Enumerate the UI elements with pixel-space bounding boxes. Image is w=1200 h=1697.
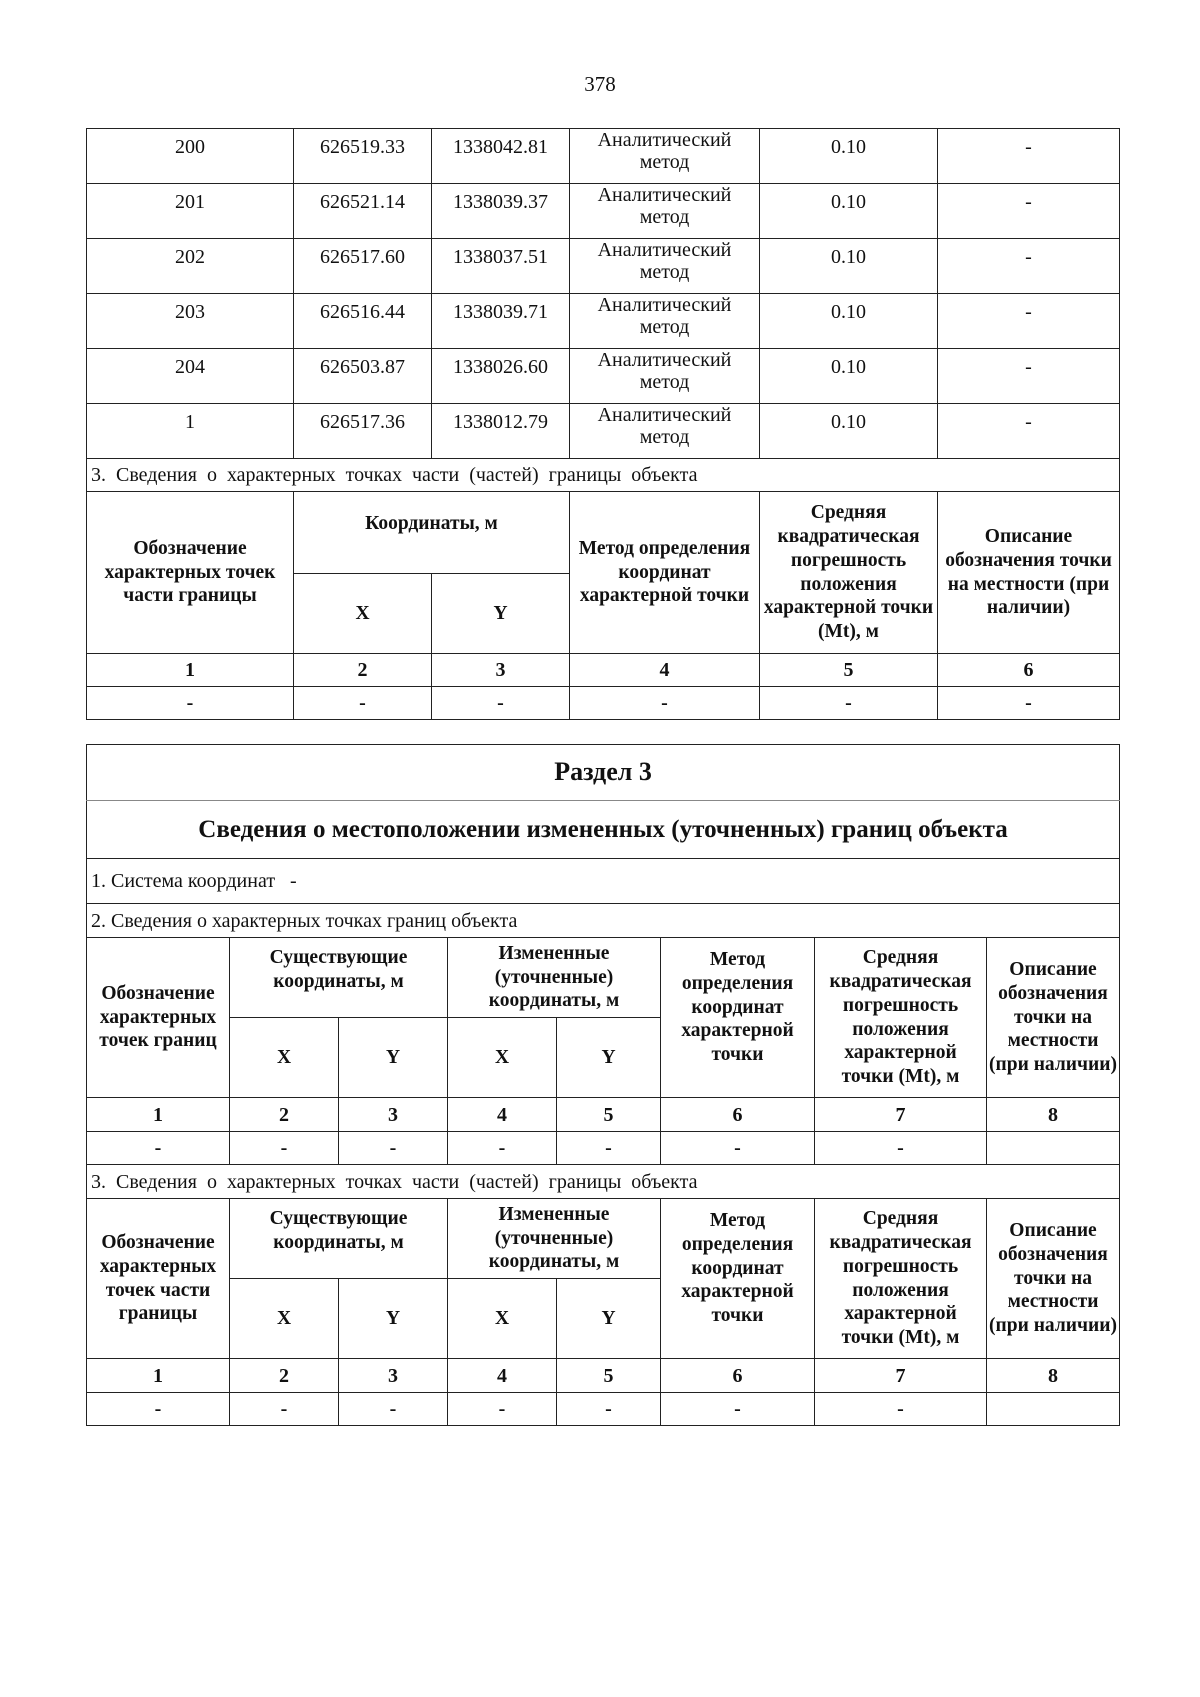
point-description: - <box>938 294 1120 349</box>
coord-x: 626503.87 <box>294 349 432 404</box>
col-number: 4 <box>448 1098 557 1132</box>
header-mean-error: Средняя квадратическая погрешность положения характерной точки (Mt), м <box>815 938 987 1098</box>
header-coordinates: Координаты, м <box>294 492 570 574</box>
empty-cell: - <box>230 1393 339 1426</box>
mean-error: 0.10 <box>760 129 938 184</box>
empty-cell: - <box>938 687 1120 720</box>
mean-error: 0.10 <box>760 349 938 404</box>
empty-cell <box>987 1393 1120 1426</box>
empty-cell: - <box>557 1132 661 1165</box>
section-heading-row <box>87 904 1120 938</box>
col-number: 3 <box>432 654 570 687</box>
col-number: 6 <box>938 654 1120 687</box>
part-points-heading: 3. Сведения о характерных точках части (частей) границы объекта <box>87 1165 1120 1199</box>
point-id: 203 <box>87 294 294 349</box>
empty-cell: - <box>87 687 294 720</box>
column-number-row <box>87 1098 1120 1132</box>
header-mean-error: Средняя квадратическая погрешность положения характерной точки (Mt), м <box>815 1199 987 1359</box>
header-existing-x: X <box>230 1018 339 1098</box>
header-existing-x: X <box>230 1279 339 1359</box>
col-number: 1 <box>87 1359 230 1393</box>
header-y: Y <box>432 574 570 654</box>
method: Аналитический метод <box>570 349 760 404</box>
empty-cell: - <box>661 1393 815 1426</box>
col-number: 3 <box>339 1098 448 1132</box>
point-id: 1 <box>87 404 294 459</box>
coord-y: 1338037.51 <box>432 239 570 294</box>
header-description: Описание обозначения точки на местности (при наличии) <box>987 938 1120 1098</box>
empty-cell: - <box>570 687 760 720</box>
mean-error: 0.10 <box>760 294 938 349</box>
col-number: 7 <box>815 1359 987 1393</box>
header-x: X <box>294 574 432 654</box>
col-number: 3 <box>339 1359 448 1393</box>
header-changed-x: X <box>448 1018 557 1098</box>
empty-cell: - <box>230 1132 339 1165</box>
header-point-designation: Обозначение характерных точек границ <box>87 938 230 1098</box>
coord-system-row <box>87 859 1120 904</box>
header-existing-coords: Существующие координаты, м <box>230 1199 448 1279</box>
empty-cell: - <box>339 1393 448 1426</box>
col-number: 5 <box>557 1098 661 1132</box>
empty-cell: - <box>339 1132 448 1165</box>
empty-cell: - <box>815 1393 987 1426</box>
coord-y: 1338039.37 <box>432 184 570 239</box>
table-row <box>87 184 1120 239</box>
table-row <box>87 239 1120 294</box>
boundary-points-table <box>86 128 1120 720</box>
empty-cell: - <box>448 1393 557 1426</box>
header-changed-coords: Измененные (уточненные) координаты, м <box>448 1199 661 1279</box>
method: Аналитический метод <box>570 184 760 239</box>
point-description: - <box>938 239 1120 294</box>
method: Аналитический метод <box>570 404 760 459</box>
section-subtitle: Сведения о местоположении измененных (уточненных) границ объекта <box>87 801 1120 859</box>
page-number: 378 <box>584 72 616 96</box>
table-row <box>87 349 1120 404</box>
header-row <box>87 1199 1120 1279</box>
table-row <box>87 404 1120 459</box>
col-number: 7 <box>815 1098 987 1132</box>
point-id: 201 <box>87 184 294 239</box>
header-method: Метод определения координат характерной точки <box>661 1199 815 1359</box>
header-existing-y: Y <box>339 1279 448 1359</box>
header-description: Описание обозначения точки на местности (при наличии) <box>938 492 1120 654</box>
col-number: 6 <box>661 1359 815 1393</box>
header-description: Описание обозначения точки на местности (при наличии) <box>987 1199 1120 1359</box>
boundary-points-heading: 2. Сведения о характерных точках границ объекта <box>87 904 1120 938</box>
empty-cell <box>987 1132 1120 1165</box>
point-description: - <box>938 129 1120 184</box>
header-changed-x: X <box>448 1279 557 1359</box>
empty-cell: - <box>448 1132 557 1165</box>
header-point-designation: Обозначение характерных точек части границы <box>87 492 294 654</box>
section-3-table <box>86 744 1120 1426</box>
col-number: 2 <box>230 1359 339 1393</box>
coord-x: 626521.14 <box>294 184 432 239</box>
col-number: 5 <box>760 654 938 687</box>
header-method: Метод определения координат характерной точки <box>661 938 815 1098</box>
header-row <box>87 492 1120 574</box>
empty-cell: - <box>294 687 432 720</box>
col-number: 4 <box>570 654 760 687</box>
part-points-heading: 3. Сведения о характерных точках части (частей) границы объекта <box>87 459 1120 492</box>
point-description: - <box>938 404 1120 459</box>
col-number: 2 <box>294 654 432 687</box>
empty-cell: - <box>815 1132 987 1165</box>
header-changed-y: Y <box>557 1018 661 1098</box>
mean-error: 0.10 <box>760 404 938 459</box>
empty-cell: - <box>557 1393 661 1426</box>
section-title-row <box>87 745 1120 801</box>
coord-y: 1338012.79 <box>432 404 570 459</box>
coord-y: 1338042.81 <box>432 129 570 184</box>
method: Аналитический метод <box>570 294 760 349</box>
col-number: 4 <box>448 1359 557 1393</box>
mean-error: 0.10 <box>760 239 938 294</box>
empty-cell: - <box>432 687 570 720</box>
coord-x: 626517.60 <box>294 239 432 294</box>
coord-y: 1338039.71 <box>432 294 570 349</box>
header-row <box>87 938 1120 1018</box>
coord-x: 626516.44 <box>294 294 432 349</box>
section-title: Раздел 3 <box>87 745 1120 801</box>
empty-cell: - <box>87 1393 230 1426</box>
section-subtitle-row <box>87 801 1120 859</box>
header-mean-error: Средняя квадратическая погрешность положения характерной точки (Mt), м <box>760 492 938 654</box>
col-number: 8 <box>987 1359 1120 1393</box>
column-number-row <box>87 1359 1120 1393</box>
header-existing-y: Y <box>339 1018 448 1098</box>
table-row <box>87 129 1120 184</box>
empty-cell: - <box>760 687 938 720</box>
col-number: 5 <box>557 1359 661 1393</box>
empty-cell: - <box>87 1132 230 1165</box>
section-heading-row <box>87 459 1120 492</box>
col-number: 8 <box>987 1098 1120 1132</box>
table-row <box>87 294 1120 349</box>
mean-error: 0.10 <box>760 184 938 239</box>
point-description: - <box>938 349 1120 404</box>
empty-cell: - <box>661 1132 815 1165</box>
column-number-row <box>87 654 1120 687</box>
point-id: 200 <box>87 129 294 184</box>
coord-y: 1338026.60 <box>432 349 570 404</box>
header-changed-coords: Измененные (уточненные) координаты, м <box>448 938 661 1018</box>
section-heading-row <box>87 1165 1120 1199</box>
coord-x: 626517.36 <box>294 404 432 459</box>
col-number: 1 <box>87 654 294 687</box>
coord-x: 626519.33 <box>294 129 432 184</box>
point-id: 204 <box>87 349 294 404</box>
header-existing-coords: Существующие координаты, м <box>230 938 448 1018</box>
col-number: 1 <box>87 1098 230 1132</box>
method: Аналитический метод <box>570 239 760 294</box>
coordinate-system: 1. Система координат - <box>87 859 1120 904</box>
method: Аналитический метод <box>570 129 760 184</box>
header-method: Метод определения координат характерной точки <box>570 492 760 654</box>
col-number: 6 <box>661 1098 815 1132</box>
header-point-designation-part: Обозначение характерных точек части границы <box>87 1199 230 1359</box>
table-row <box>87 687 1120 720</box>
col-number: 2 <box>230 1098 339 1132</box>
table-row <box>87 1393 1120 1426</box>
point-description: - <box>938 184 1120 239</box>
header-changed-y: Y <box>557 1279 661 1359</box>
table-row <box>87 1132 1120 1165</box>
point-id: 202 <box>87 239 294 294</box>
